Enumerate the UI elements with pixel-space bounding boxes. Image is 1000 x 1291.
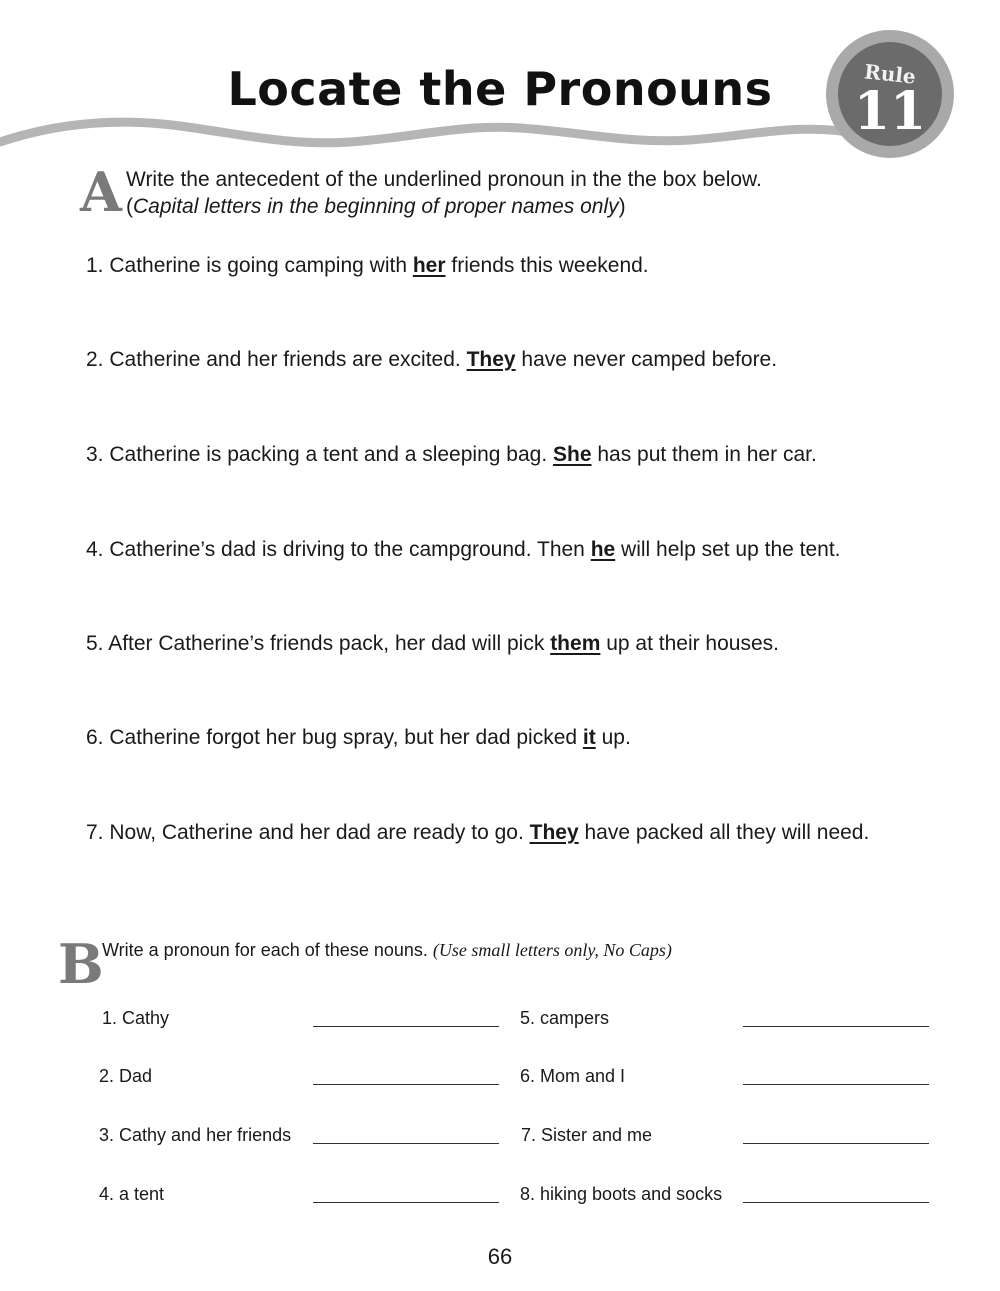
section-a-instruction-line1: Write the antecedent of the underlined pronoun in the the box below. <box>126 168 762 191</box>
noun-label-4: 4. a tent <box>99 1184 165 1204</box>
sentence-text: 3. Catherine is packing a tent and a sleeping bag. <box>86 443 553 466</box>
sentence-text: 5. After Catherine’s friends pack, her dad will pick <box>86 632 551 655</box>
answer-blank-1[interactable] <box>313 1026 499 1027</box>
sentence-item-7 <box>86 821 869 845</box>
sentence-text: have packed all they will need. <box>578 821 870 844</box>
answer-blank-4[interactable] <box>313 1202 499 1203</box>
sentence-text: up. <box>595 726 631 749</box>
answer-blank-3[interactable] <box>313 1143 499 1144</box>
section-b-letter: B <box>58 932 104 996</box>
section-a-instruction-line2 <box>126 193 762 220</box>
underlined-pronoun: She <box>552 443 592 466</box>
answer-blank-7[interactable] <box>743 1143 929 1144</box>
sentence-text: 2. Catherine and her friends are excited. <box>86 348 467 371</box>
noun-label-2: 2. Dad <box>99 1066 153 1086</box>
sentence-item-4 <box>86 538 841 562</box>
sentence-item-3 <box>86 443 817 467</box>
section-a-note: Capital letters in the beginning of proper names only <box>133 195 619 218</box>
answer-blank-2[interactable] <box>313 1084 499 1085</box>
page-title: Locate the Pronouns <box>227 62 773 116</box>
section-b-instructions <box>102 940 672 961</box>
sentence-text: 1. Catherine is going camping with <box>86 254 413 277</box>
underlined-pronoun: he <box>590 538 616 561</box>
sentence-text: 6. Catherine forgot her bug spray, but her dad picked <box>86 726 583 749</box>
noun-label-3: 3. Cathy and her friends <box>99 1125 292 1145</box>
sentence-text: up at their houses. <box>600 632 779 655</box>
paren-close: ) <box>618 195 626 218</box>
sentence-text: friends this weekend. <box>445 254 649 277</box>
answer-blank-6[interactable] <box>743 1084 929 1085</box>
noun-label-7: 7. Sister and me <box>521 1125 653 1145</box>
underlined-pronoun: them <box>550 632 601 655</box>
rule-badge <box>826 30 954 158</box>
badge-rule-number: 11 <box>853 81 927 142</box>
sentence-item-6 <box>86 726 631 750</box>
underlined-pronoun: her <box>412 254 446 277</box>
badge-rule-label: Rule <box>863 59 917 89</box>
noun-label-1: 1. Cathy <box>102 1008 170 1028</box>
noun-label-6: 6. Mom and I <box>520 1066 626 1086</box>
noun-label-5: 5. campers <box>520 1008 610 1028</box>
sentence-text: 7. Now, Catherine and her dad are ready to go. <box>86 821 530 844</box>
sentence-item-5 <box>86 632 779 656</box>
underlined-pronoun: They <box>529 821 579 844</box>
section-b-note: (Use small letters only, No Caps) <box>432 940 672 960</box>
underlined-pronoun: They <box>466 348 516 371</box>
answer-blank-8[interactable] <box>743 1202 929 1203</box>
section-b-instruction-text: Write a pronoun for each of these nouns. <box>102 940 433 960</box>
sentence-text: 4. Catherine’s dad is driving to the campground. Then <box>86 538 591 561</box>
sentence-text: have never camped before. <box>515 348 778 371</box>
page-number: 66 <box>487 1244 513 1269</box>
noun-label-8: 8. hiking boots and socks <box>520 1184 723 1204</box>
sentence-text: will help set up the tent. <box>615 538 841 561</box>
section-a-letter: A <box>80 160 122 224</box>
section-a-instructions <box>126 166 762 220</box>
sentence-text: has put them in her car. <box>591 443 817 466</box>
sentence-item-2 <box>86 348 777 372</box>
sentence-item-1 <box>86 254 649 278</box>
paren-open: ( <box>126 195 133 218</box>
underlined-pronoun: it <box>582 726 596 749</box>
answer-blank-5[interactable] <box>743 1026 929 1027</box>
